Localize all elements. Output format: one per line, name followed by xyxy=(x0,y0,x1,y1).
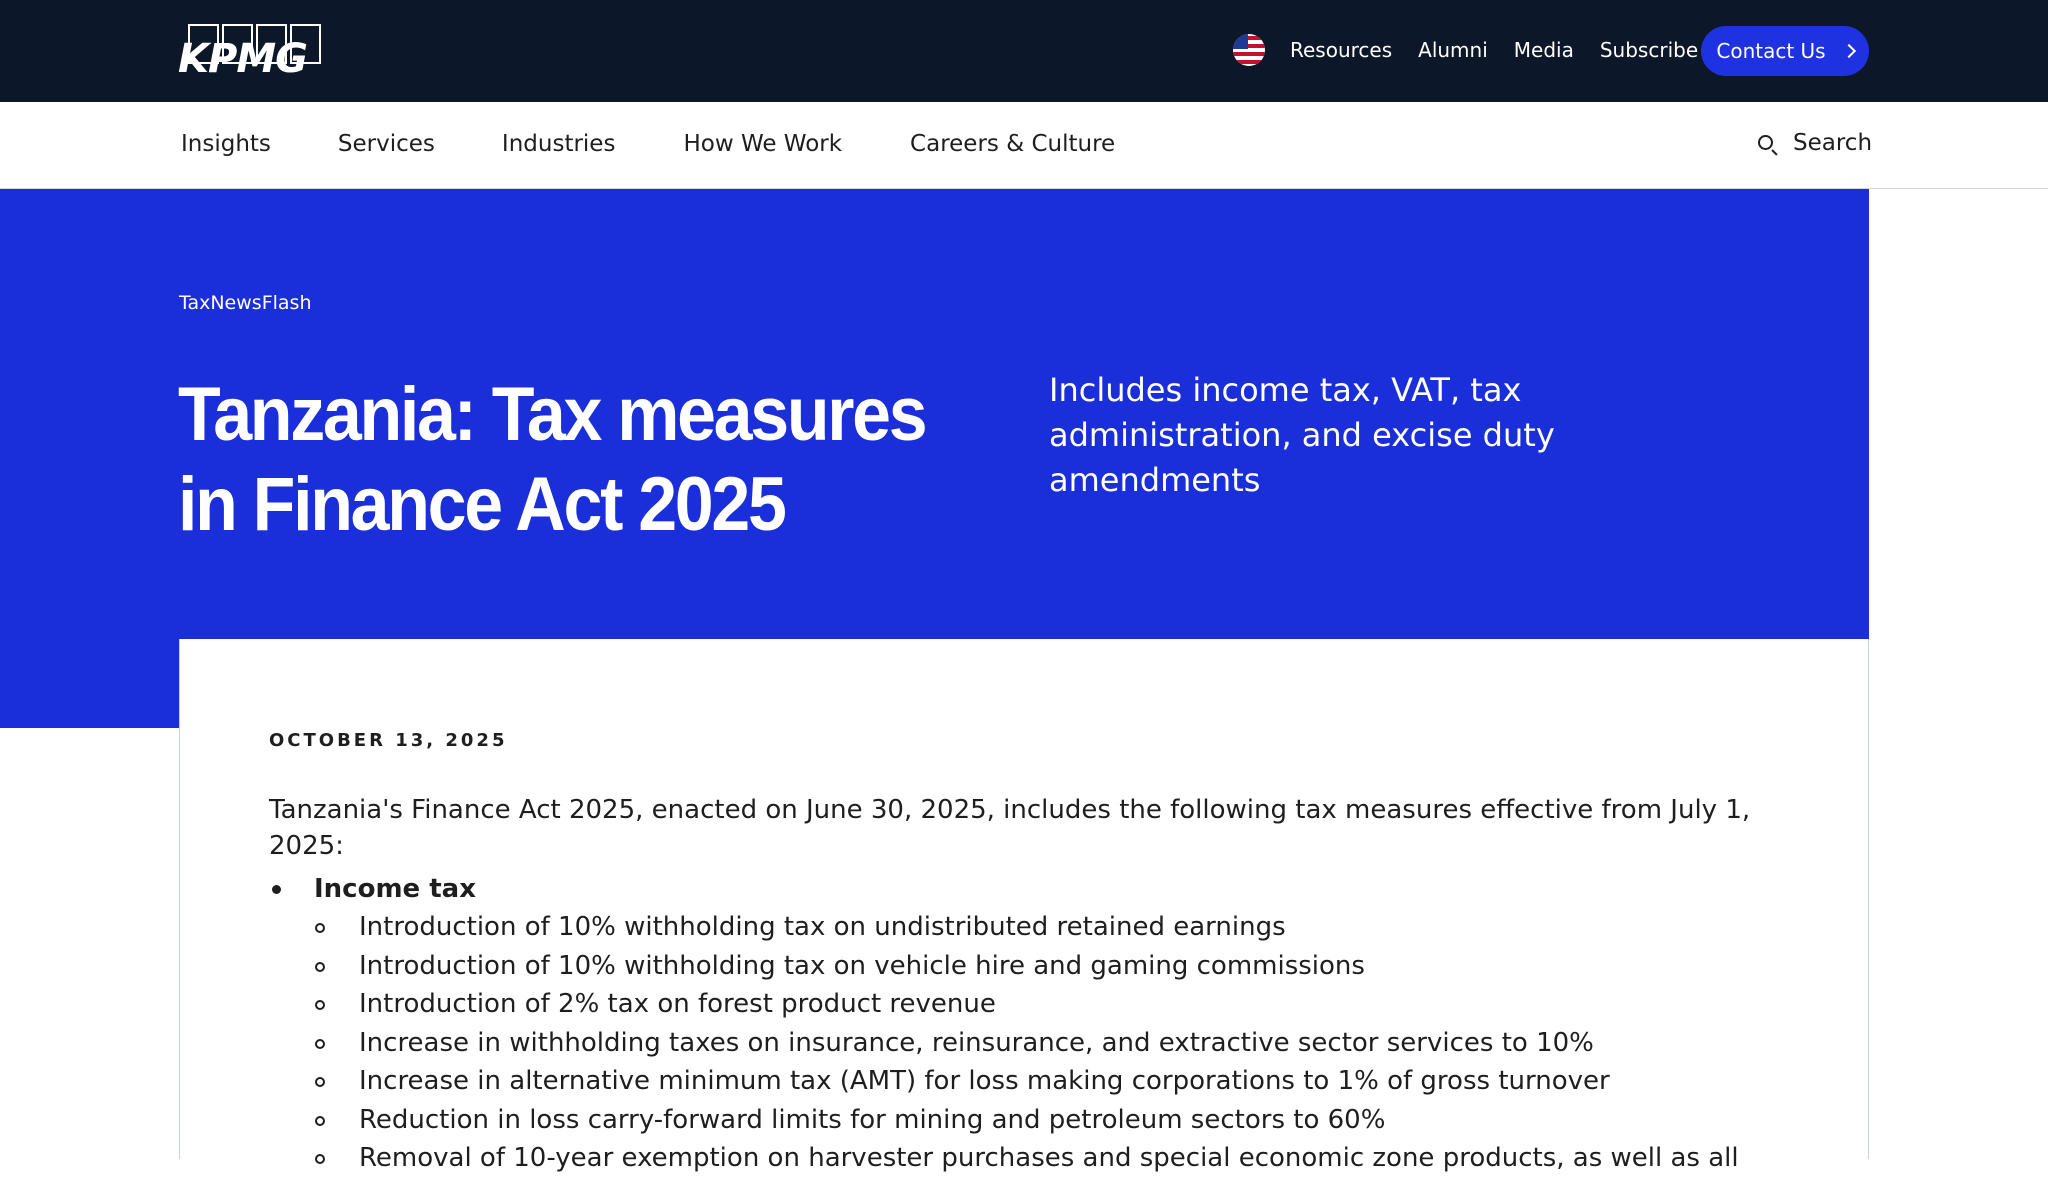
list-item xyxy=(269,985,1869,1024)
top-bar xyxy=(0,0,2048,102)
list-item xyxy=(269,1139,1869,1178)
sub-bullet-icon xyxy=(315,1154,325,1164)
search-label: Search xyxy=(1793,130,1873,156)
eyebrow-label[interactable]: TaxNewsFlash xyxy=(179,292,312,314)
nav-item-how-we-work[interactable]: How We Work xyxy=(683,131,843,157)
list-item xyxy=(269,1024,1869,1063)
search-button[interactable] xyxy=(1757,130,1872,156)
list-item-text: Reduction in loss carry-forward limits for mining and petroleum sectors to 60% xyxy=(359,1104,1386,1135)
link-media[interactable]: Media xyxy=(1513,38,1574,62)
main-nav xyxy=(0,102,2048,189)
search-icon xyxy=(1757,132,1779,154)
sub-bullet-icon xyxy=(315,1077,325,1087)
search-icon-ring xyxy=(1758,135,1773,150)
list-item-text: Removal of 10-year exemption on harvester purchases and special economic zone products, as well as all xyxy=(359,1143,1739,1173)
list-item xyxy=(269,1062,1869,1101)
list-item xyxy=(269,1101,1869,1140)
contact-us-button[interactable] xyxy=(1701,26,1869,76)
page-title: Tanzania: Tax measures in Finance Act 2025 xyxy=(178,372,926,547)
section-heading: Income tax xyxy=(314,874,476,904)
link-subscribe[interactable]: Subscribe xyxy=(1599,38,1699,62)
sub-bullet-icon xyxy=(315,1000,325,1010)
nav-item-industries[interactable]: Industries xyxy=(501,131,616,157)
flag-stripe xyxy=(1233,60,1265,64)
list-item-text: Introduction of 2% tax on forest product revenue xyxy=(359,989,996,1019)
utility-links xyxy=(1290,38,1698,62)
list-item-text: Introduction of 10% withholding tax on vehicle hire and gaming commissions xyxy=(359,950,1365,981)
sub-bullet-icon xyxy=(315,1116,325,1126)
list-item-text: Increase in alternative minimum tax (AMT) for loss making corporations to 1% of gross turnover xyxy=(359,1066,1610,1096)
kpmg-logo[interactable] xyxy=(178,22,328,82)
bullet-icon xyxy=(272,885,281,894)
logo-text: KPMG xyxy=(178,36,307,82)
sub-bullet-icon xyxy=(315,923,325,933)
flag-canton xyxy=(1233,34,1248,49)
hero-accent-block xyxy=(0,639,179,728)
list-item xyxy=(269,908,1869,947)
flag-stripe xyxy=(1233,52,1265,56)
list-item-text: Increase in withholding taxes on insurance, reinsurance, and extractive sector services to 10% xyxy=(359,1027,1594,1058)
article-intro: Tanzania's Finance Act 2025, enacted on June 30, 2025, includes the following tax measures effective from July 1, 2025: xyxy=(269,795,1751,861)
chevron-right-icon xyxy=(1842,44,1856,58)
page-subtitle: Includes income tax, VAT, tax administration, and excise duty amendments xyxy=(1049,371,1555,499)
nav-items xyxy=(181,130,1115,158)
list-item-text: Introduction of 10% withholding tax on undistributed retained earnings xyxy=(359,912,1286,942)
link-resources[interactable]: Resources xyxy=(1290,38,1393,62)
list-item xyxy=(269,947,1869,986)
nav-item-careers-culture[interactable]: Careers & Culture xyxy=(910,131,1116,157)
sub-bullet-icon xyxy=(315,1039,325,1049)
nav-item-services[interactable]: Services xyxy=(337,131,435,157)
contact-us-label: Contact Us xyxy=(1716,39,1826,63)
us-flag-icon[interactable] xyxy=(1233,34,1265,66)
nav-item-insights[interactable]: Insights xyxy=(181,131,271,157)
sub-bullet-icon xyxy=(315,962,325,972)
article-date: OCTOBER 13, 2025 xyxy=(269,730,508,751)
search-icon-handle xyxy=(1771,149,1777,155)
tax-measures-list xyxy=(269,870,1869,1178)
link-alumni[interactable]: Alumni xyxy=(1418,38,1488,62)
list-item xyxy=(269,870,1869,908)
